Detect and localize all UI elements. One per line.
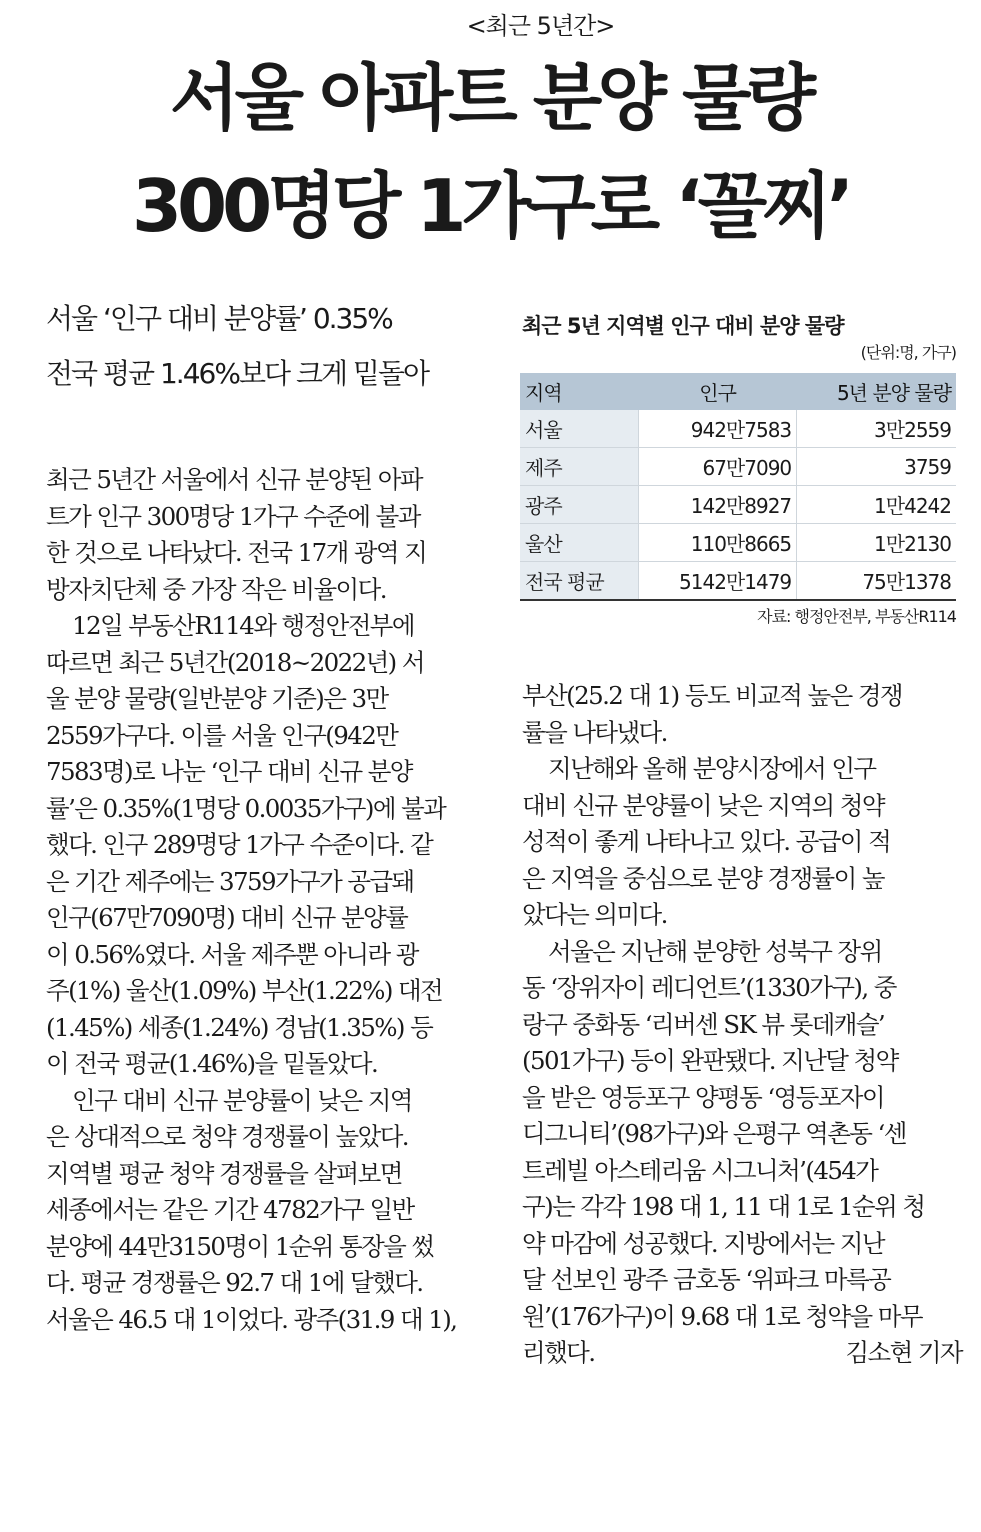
table-cell-supply: 1만2130: [797, 524, 956, 562]
table-source: 자료: 행정안전부, 부동산R114: [757, 607, 956, 626]
table-cell-population: 67만7090: [639, 448, 797, 486]
subhead-line-2: 전국 평균 1.46%보다 크게 밑돌아: [46, 357, 429, 390]
article-line: 인구(67만7090명) 대비 신규 분양률: [46, 903, 408, 932]
article-line: 7583명)로 나눈 ‘인구 대비 신규 분양: [46, 757, 412, 786]
table-cell-population: 5142만1479: [639, 562, 797, 601]
table-cell-region: 울산: [520, 524, 639, 562]
table-row: [520, 486, 956, 524]
article-last-line: [522, 1335, 962, 1372]
article-line: 원’(176가구)이 9.68 대 1로 청약을 마무: [522, 1301, 922, 1331]
table-row: [520, 410, 956, 448]
table-row: [520, 562, 956, 601]
article-line: 세종에서는 같은 기간 4782가구 일반: [46, 1195, 414, 1224]
article-left-column: [46, 462, 486, 1338]
article-line: 성적이 좋게 나타나고 있다. 공급이 적: [522, 827, 891, 856]
article-line: 부산(25.2 대 1) 등도 비교적 높은 경쟁: [522, 681, 902, 710]
article-line: 은 지역을 중심으로 분양 경쟁률이 높: [522, 863, 884, 893]
article-line: 다. 평균 경쟁률은 92.7 대 1에 달했다.: [46, 1268, 423, 1297]
article-line: 인구 대비 신규 분양률이 낮은 지역: [72, 1085, 412, 1115]
table-cell-population: 942만7583: [639, 410, 797, 448]
table-cell-region: 제주: [520, 448, 639, 486]
article-line: 방자치단체 중 가장 작은 비율이다.: [46, 574, 386, 604]
article-line: 트가 인구 300명당 1가구 수준에 불과: [46, 501, 420, 531]
table-cell-population: 110만8665: [639, 524, 797, 562]
article-line: 리했다.: [522, 1338, 595, 1367]
table-row: [520, 524, 956, 562]
article-line: 트레빌 아스테리움 시그니처’(454가: [522, 1155, 878, 1185]
table-header-supply: 5년 분양 물량: [797, 373, 956, 410]
article-line: 했다. 인구 289명당 1가구 수준이다. 같: [46, 830, 433, 859]
article-line: 최근 5년간 서울에서 신규 분양된 아파: [46, 465, 422, 494]
article-line: 달 선보인 광주 금호동 ‘위파크 마륵공: [522, 1265, 891, 1294]
table-row: [520, 448, 956, 486]
article-line: 구)는 각각 198 대 1, 11 대 1로 1순위 청: [522, 1192, 925, 1221]
table-title: 최근 5년 지역별 인구 대비 분양 물량: [522, 314, 844, 338]
article-line: 한 것으로 나타났다. 전국 17개 광역 지: [46, 538, 427, 567]
table-cell-supply: 3만2559: [797, 410, 956, 448]
article-line: 디그니티’(98가구)와 은평구 역촌동 ‘센: [522, 1119, 906, 1148]
headline-kicker: <최근 5년간>: [466, 12, 615, 40]
subhead-line-1: 서울 ‘인구 대비 분양률’ 0.35%: [46, 302, 392, 335]
article-line: 률’은 0.35%(1명당 0.0035가구)에 불과: [46, 793, 446, 823]
article-line: 2559가구다. 이를 서울 인구(942만: [46, 720, 398, 750]
table-header-region: 지역: [520, 373, 639, 410]
article-line: 주(1%) 울산(1.09%) 부산(1.22%) 대전: [46, 976, 443, 1005]
table-cell-region: 전국 평균: [520, 562, 639, 601]
table-header-row: [520, 373, 956, 410]
article-line: 분양에 44만3150명이 1순위 통장을 썼: [46, 1231, 434, 1261]
data-table: [520, 373, 956, 601]
article-line: (1.45%) 세종(1.24%) 경남(1.35%) 등: [46, 1012, 433, 1042]
article-line: 동 ‘장위자이 레디언트’(1330가구), 중: [522, 973, 896, 1002]
article-line: 서울은 지난해 분양한 성북구 장위: [548, 936, 882, 966]
table-cell-region: 서울: [520, 410, 639, 448]
article-line: 약 마감에 성공했다. 지방에서는 지난: [522, 1228, 884, 1258]
table-header-population: 인구: [639, 373, 797, 410]
article-line: 았다는 의미다.: [522, 900, 667, 929]
article-line: 이 0.56%였다. 서울 제주뿐 아니라 광: [46, 939, 418, 969]
table-cell-supply: 75만1378: [797, 562, 956, 601]
article-line: 12일 부동산R114와 행정안전부에: [72, 611, 414, 640]
table-cell-population: 142만8927: [639, 486, 797, 524]
table-cell-supply: 1만4242: [797, 486, 956, 524]
article-line: 랑구 중화동 ‘리버센 SK 뷰 롯데캐슬’: [522, 1009, 885, 1039]
table-unit: (단위:명, 가구): [860, 343, 956, 362]
table-cell-supply: 3759: [797, 448, 956, 486]
article-line: 을 받은 영등포구 양평동 ‘영등포자이: [522, 1082, 884, 1112]
article-line: 은 기간 제주에는 3759가구가 공급돼: [46, 866, 414, 896]
table-cell-region: 광주: [520, 486, 639, 524]
headline-line-1: 서울 아파트 분양 물량: [169, 56, 812, 140]
article-line: (501가구) 등이 완판됐다. 지난달 청약: [522, 1046, 898, 1075]
article-line: 따르면 최근 5년간(2018~2022년) 서: [46, 647, 424, 677]
article-line: 률을 나타냈다.: [522, 717, 667, 747]
article-line: 대비 신규 분양률이 낮은 지역의 청약: [522, 790, 884, 820]
article-line: 지난해와 올해 분양시장에서 인구: [548, 754, 876, 783]
article-line: 이 전국 평균(1.46%)을 밑돌았다.: [46, 1049, 378, 1078]
article-right-column: [522, 678, 962, 1372]
headline-line-2: 300명당 1가구로 ‘꼴찌’: [131, 164, 850, 248]
article-line: 서울은 46.5 대 1이었다. 광주(31.9 대 1),: [46, 1304, 457, 1334]
article-line: 울 분양 물량(일반분양 기준)은 3만: [46, 684, 388, 713]
article-line: 은 상대적으로 청약 경쟁률이 높았다.: [46, 1122, 408, 1151]
article-line: 지역별 평균 청약 경쟁률을 살펴보면: [46, 1158, 402, 1188]
byline: 김소현 기자: [845, 1338, 962, 1367]
